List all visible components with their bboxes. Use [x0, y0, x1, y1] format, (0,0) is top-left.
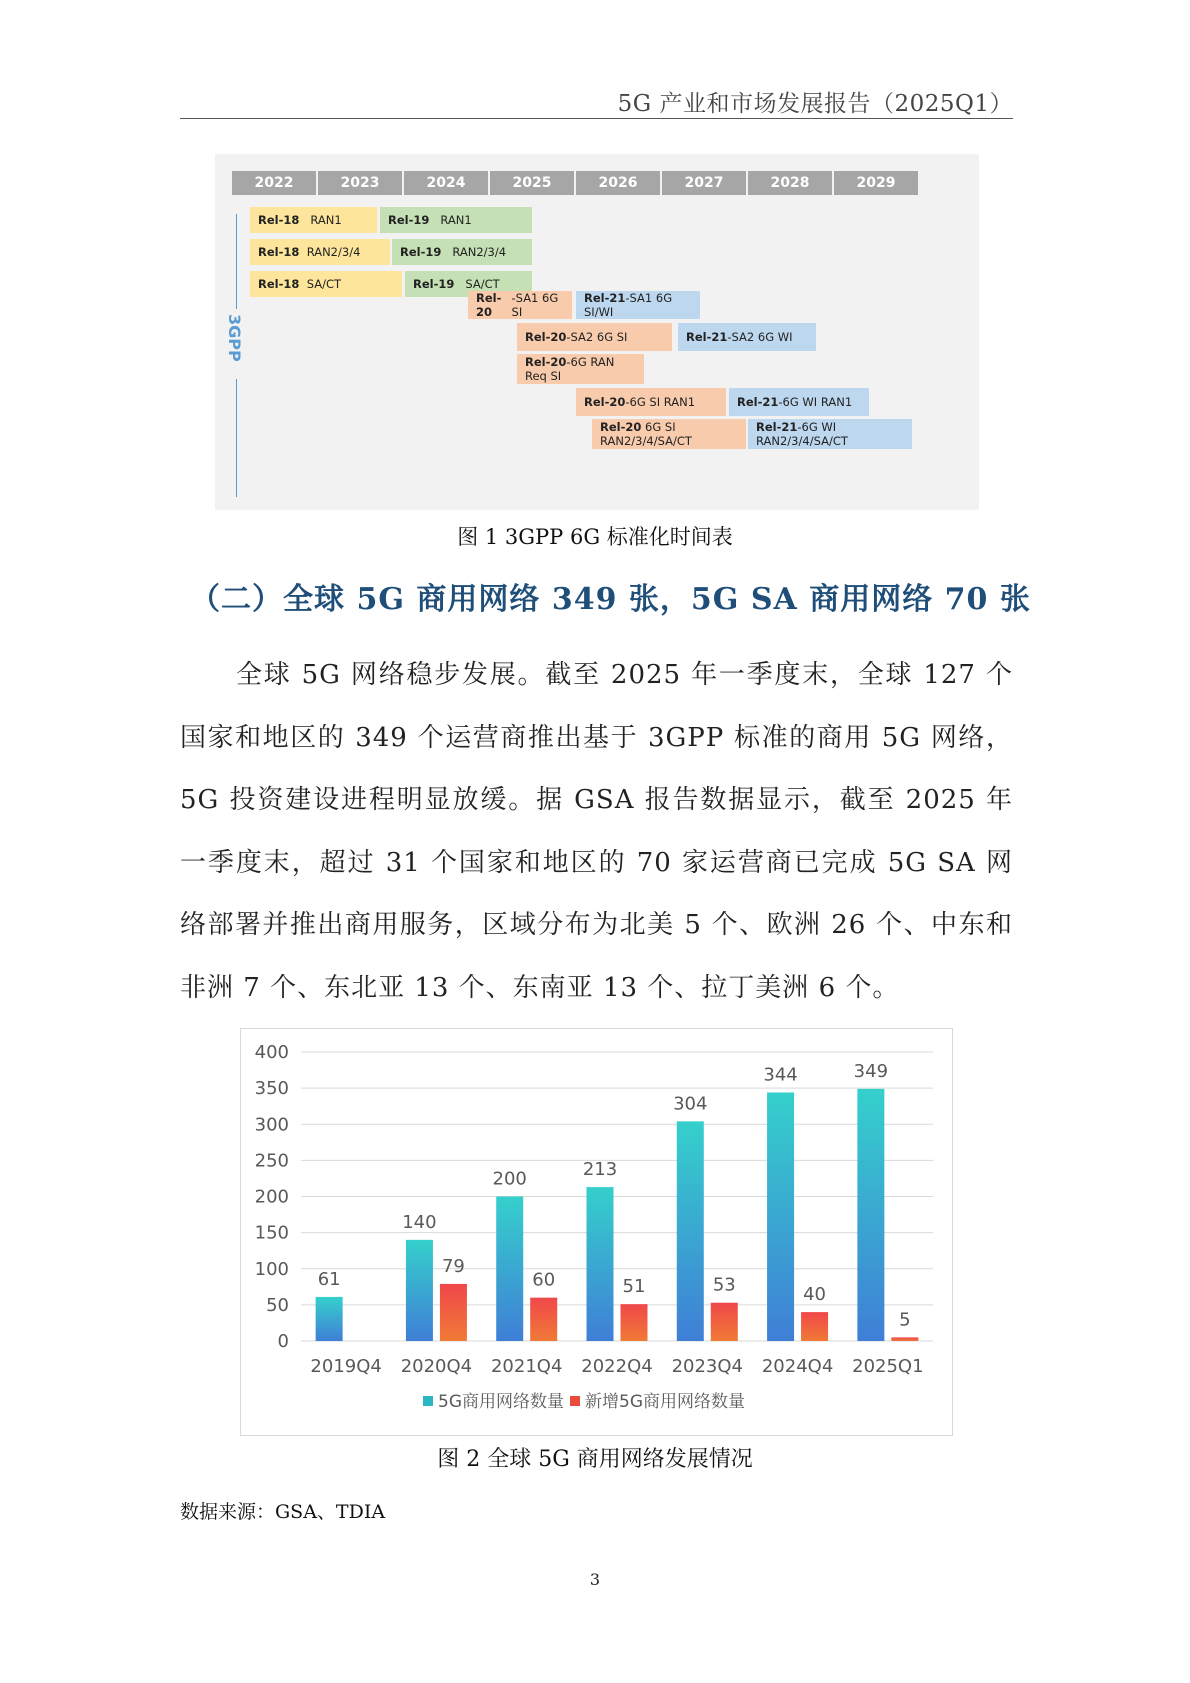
timeline-bar: Rel-18 RAN2/3/4	[250, 239, 390, 265]
page-header-title: 5G 产业和市场发展报告（2025Q1）	[617, 91, 1013, 117]
year-2022: 2022	[232, 171, 316, 195]
data-label: 61	[317, 1268, 341, 1290]
y-tick-label: 250	[254, 1150, 289, 1172]
data-label: 53	[712, 1274, 736, 1296]
figure-5g-networks-chart	[240, 1028, 953, 1436]
body-paragraph: 全球 5G 网络稳步发展。截至 2025 年一季度末，全球 127 个国家和地区的 349 个运营商推出基于 3GPP 标准的商用 5G 网络，5G 投资建设进程明显放缓。据 GSA 报告数据显示，截至 2025 年一季度末，超过 31 个国家和地区的 70 家运营商已完成 5G SA 网络部署并推出商用服务，区域分布为北美 5 个、欧洲 26 个、中东和非洲 7 个、东北亚 13 个、东南亚 13 个、拉丁美洲 6 个。	[180, 660, 1013, 1003]
timeline-bar: Rel-21-6G WI RAN2/3/4/SA/CT	[748, 419, 912, 449]
data-label: 5	[899, 1309, 911, 1331]
x-tick-label: 2025Q1	[852, 1356, 924, 1377]
3gpp-bracket-line-top	[236, 214, 237, 309]
timeline-bar: Rel-19 RAN1	[380, 207, 532, 233]
bar-total	[857, 1089, 884, 1341]
year-2028: 2028	[748, 171, 832, 195]
figure1-caption: 图 1 3GPP 6G 标准化时间表	[457, 525, 733, 549]
y-tick-label: 50	[266, 1294, 289, 1316]
timeline-bar: Rel-20 -SA2 6G SI	[517, 323, 672, 351]
x-tick-label: 2021Q4	[490, 1356, 563, 1377]
y-tick-label: 200	[254, 1186, 289, 1208]
year-2029: 2029	[834, 171, 918, 195]
bar-total	[587, 1187, 614, 1341]
bar-total	[406, 1240, 433, 1341]
y-tick-label: 350	[254, 1078, 289, 1100]
x-tick-label: 2023Q4	[671, 1356, 744, 1377]
bar-total	[767, 1092, 794, 1341]
y-tick-label: 150	[254, 1222, 289, 1244]
bar-new	[891, 1337, 918, 1341]
timeline-bar: Rel-20 6G SI RAN2/3/4/SA/CT	[592, 419, 746, 449]
legend-label: 5G商用网络数量	[438, 1392, 564, 1412]
data-label: 140	[402, 1211, 437, 1233]
x-tick-label: 2020Q4	[400, 1356, 473, 1377]
data-label: 344	[763, 1064, 798, 1086]
legend-swatch	[423, 1396, 433, 1406]
data-label: 304	[673, 1093, 708, 1115]
data-label: 60	[532, 1269, 556, 1291]
x-tick-label: 2024Q4	[761, 1356, 834, 1377]
bar-chart	[241, 1029, 954, 1437]
bar-new	[711, 1303, 738, 1341]
year-2025: 2025	[490, 171, 574, 195]
bar-new	[621, 1304, 648, 1341]
data-label: 79	[441, 1255, 465, 1277]
timeline-bar: Rel-19 RAN2/3/4	[392, 239, 532, 265]
bar-new	[801, 1312, 828, 1341]
timeline-bar: Rel-21-SA1 6G SI/WI	[576, 291, 700, 319]
data-label: 200	[492, 1168, 527, 1190]
y-tick-label: 100	[254, 1258, 289, 1280]
page-number: 3	[589, 1570, 601, 1589]
timeline-bar: Rel-21 -6G WI RAN1	[729, 388, 869, 416]
timeline-bar: Rel-20 -6G SI RAN1	[576, 388, 726, 416]
data-source-note: 数据来源：GSA、TDIA	[180, 1501, 386, 1523]
figure2-caption: 图 2 全球 5G 商用网络发展情况	[437, 1447, 753, 1472]
bar-total	[677, 1121, 704, 1341]
y-tick-label: 400	[254, 1042, 289, 1063]
data-label: 51	[622, 1276, 646, 1298]
x-tick-label: 2022Q4	[581, 1356, 653, 1377]
figure-3gpp-timeline	[215, 154, 979, 510]
3gpp-side-label: 3GPP	[225, 314, 244, 362]
year-2024: 2024	[404, 171, 488, 195]
timeline-bar: Rel-20-6G RAN Req SI	[517, 354, 644, 384]
bar-new	[530, 1298, 557, 1341]
data-label: 213	[582, 1159, 618, 1181]
data-label: 349	[853, 1060, 889, 1082]
x-tick-label: 2019Q4	[310, 1356, 382, 1377]
timeline-bar: Rel-19 SA/CT	[405, 271, 532, 297]
3gpp-bracket-line-bottom	[236, 379, 237, 497]
year-2027: 2027	[662, 171, 746, 195]
header-divider	[180, 118, 1013, 119]
year-2023: 2023	[318, 171, 402, 195]
legend-label: 新增5G商用网络数量	[585, 1392, 745, 1412]
timeline-bar: Rel-18 SA/CT	[250, 271, 402, 297]
timeline-bar: Rel-18 RAN1	[250, 207, 377, 233]
bar-total	[496, 1197, 523, 1342]
timeline-bar: Rel-20 -SA1 6G SI	[468, 291, 572, 319]
legend-swatch	[570, 1396, 580, 1406]
y-tick-label: 300	[254, 1114, 289, 1136]
data-label: 40	[803, 1284, 827, 1306]
section-heading: （二）全球 5G 商用网络 349 张，5G SA 商用网络 70 张	[190, 582, 1031, 617]
bar-new	[440, 1284, 467, 1341]
y-tick-label: 0	[277, 1331, 289, 1352]
bar-total	[316, 1297, 343, 1341]
timeline-bar: Rel-21 -SA2 6G WI	[678, 323, 816, 351]
year-2026: 2026	[576, 171, 660, 195]
